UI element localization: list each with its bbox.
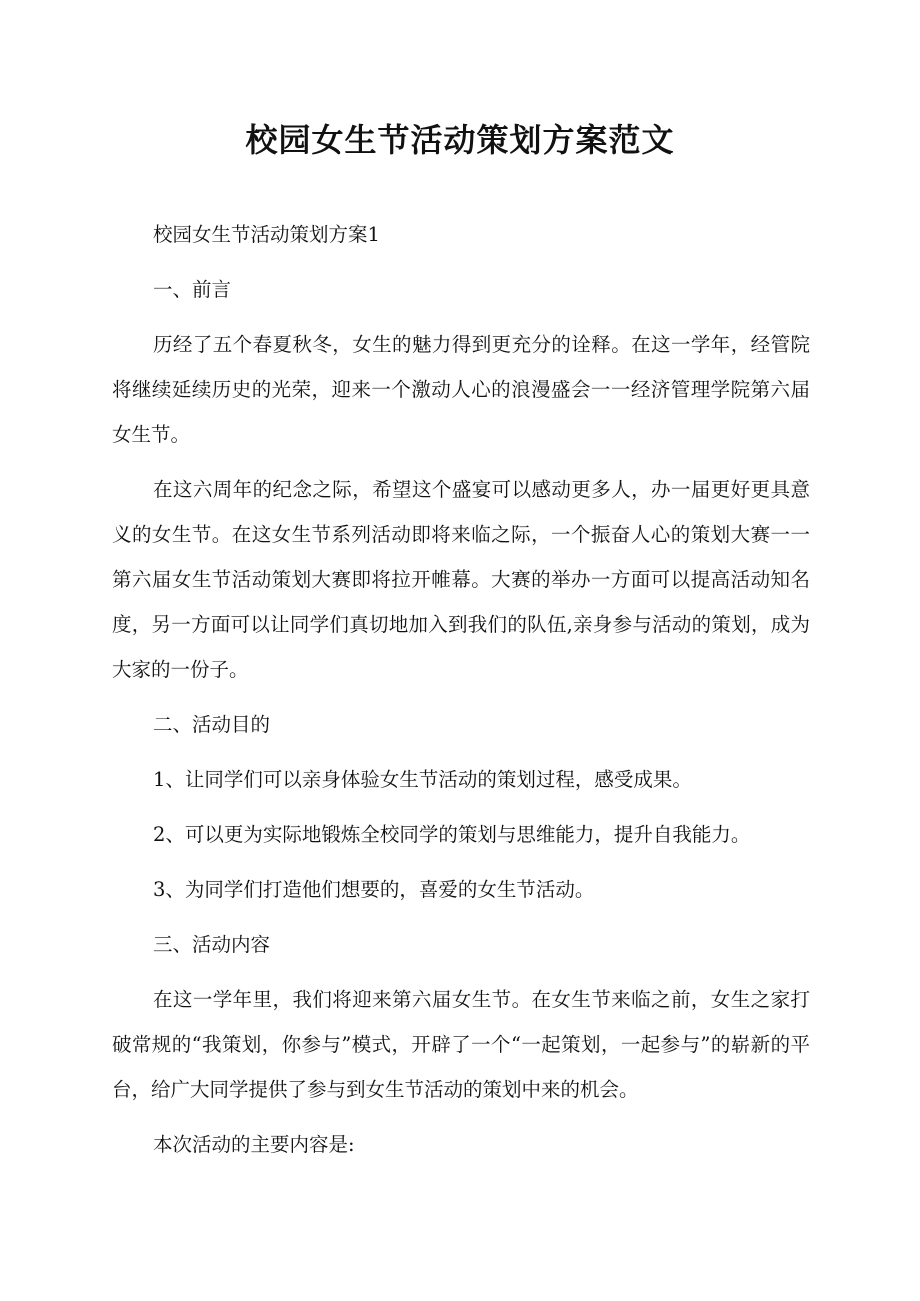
section-heading-purpose: 二、活动目的 — [153, 713, 271, 736]
section-heading-preface: 一、前言 — [153, 278, 232, 301]
document-body — [112, 212, 810, 1177]
document-title: 校园女生节活动策划方案范文 — [245, 121, 675, 159]
purpose-item-2: 2、可以更为实际地锻炼全校同学的策划与思维能力，提升自我能力。 — [153, 823, 751, 846]
paragraph-preface-1: 历经了五个春夏秋冬，女生的魅力得到更充分的诠释。在这一学年，经管院将继续延续历史的光荣，迎来一个激动人心的浪漫盛会一一经济管理学院第六届女生节。 — [112, 333, 810, 446]
paragraph-content-1: 在这一学年里，我们将迎来第六届女生节。在女生节来临之前，女生之家打破常规的“我策划，你参与”模式，开辟了一个“一起策划，一起参与”的崭新的平台，给广大同学提供了参与到女生节活动的策划中来的机会。 — [112, 988, 810, 1101]
paragraph-content-2: 本次活动的主要内容是: — [153, 1133, 355, 1156]
purpose-item-3: 3、为同学们打造他们想要的，喜爱的女生节活动。 — [153, 878, 595, 901]
plan-subtitle: 校园女生节活动策划方案1 — [153, 223, 380, 246]
purpose-item-1: 1、让同学们可以亲身体验女生节活动的策划过程，感受成果。 — [153, 768, 692, 791]
section-heading-content: 三、活动内容 — [153, 933, 271, 956]
paragraph-preface-2: 在这六周年的纪念之际，希望这个盛宴可以感动更多人，办一届更好更具意义的女生节。在这女生节系列活动即将来临之际，一个振奋人心的策划大赛一一第六届女生节活动策划大赛即将拉开帷幕。大赛的举办一方面可以提高活动知名度，另一方面可以让同学们真切地加入到我们的队伍,亲身参与活动的策划，成为大家的一份子。 — [112, 478, 810, 681]
